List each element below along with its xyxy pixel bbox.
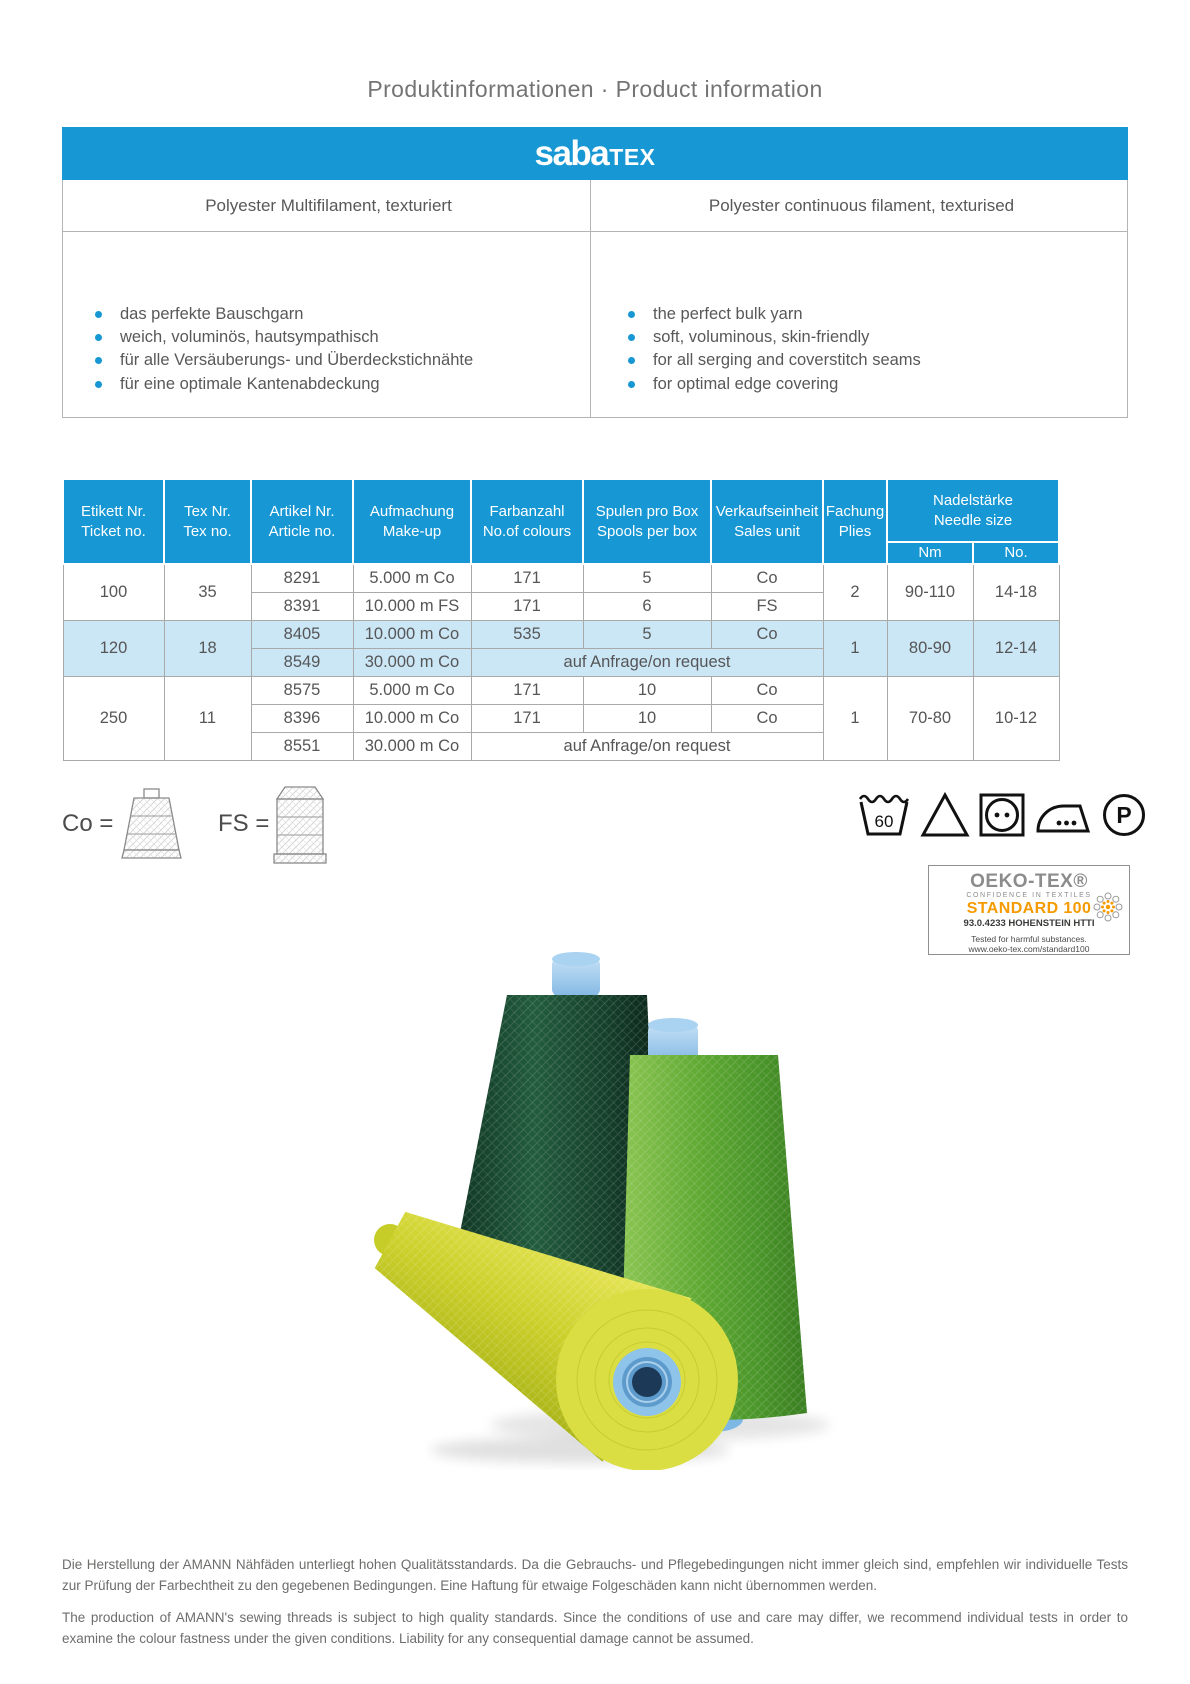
cell-no: 12-14 xyxy=(973,620,1059,676)
cell-no: 10-12 xyxy=(973,676,1059,760)
cell-unit: Co xyxy=(711,564,823,592)
cell-nm: 80-90 xyxy=(887,620,973,676)
cone-co-icon xyxy=(112,788,192,866)
spool-fs-icon xyxy=(268,784,332,868)
cell-spools: 5 xyxy=(583,620,711,648)
cell-makeup: 5.000 m Co xyxy=(353,676,471,704)
col-header-needle: Nadelstärke Needle size xyxy=(887,479,1059,542)
co-legend-label: Co = xyxy=(62,810,114,837)
logo-saba-text: saba xyxy=(534,134,609,173)
cell-plies: 1 xyxy=(823,676,887,760)
bleach-triangle-icon xyxy=(920,792,970,838)
col-header-no: No. xyxy=(973,542,1059,564)
bullet-item: for all serging and coverstitch seams xyxy=(628,349,1068,372)
intro-heading-en: Polyester continuous filament, texturised xyxy=(708,195,1015,215)
cell-plies: 1 xyxy=(823,620,887,676)
bullet-item: soft, voluminous, skin-friendly xyxy=(628,326,1068,349)
cell-article: 8549 xyxy=(251,648,353,676)
bullet-item: für eine optimale Kantenabdeckung xyxy=(95,373,525,396)
sabatex-logo xyxy=(534,136,655,171)
oeko-standard: STANDARD 100 xyxy=(966,900,1092,917)
cell-article: 8291 xyxy=(251,564,353,592)
bullet-item: weich, voluminös, hautsympathisch xyxy=(95,326,525,349)
cell-unit: Co xyxy=(711,676,823,704)
cell-spools: 10 xyxy=(583,704,711,732)
cell-on-request: auf Anfrage/on request xyxy=(471,648,823,676)
bullet-list-de xyxy=(95,303,525,396)
cell-article: 8405 xyxy=(251,620,353,648)
intro-heading-row xyxy=(62,180,1128,232)
cell-spools: 6 xyxy=(583,592,711,620)
intro-column-divider xyxy=(590,180,591,418)
page-title: Produktinformationen · Product information xyxy=(367,76,823,102)
cell-colours: 535 xyxy=(471,620,583,648)
svg-text:P: P xyxy=(1116,802,1132,828)
bullet-item: das perfekte Bauschgarn xyxy=(95,303,525,326)
cell-on-request: auf Anfrage/on request xyxy=(471,732,823,760)
oeko-tagline: CONFIDENCE IN TEXTILES xyxy=(966,892,1092,899)
cell-tex: 35 xyxy=(164,564,251,620)
oeko-url: www.oeko-tex.com/standard100 xyxy=(968,944,1090,954)
oeko-tex-label xyxy=(928,865,1130,955)
oeko-cert-number: 93.0.4233 HOHENSTEIN HTTI xyxy=(963,918,1095,929)
fs-legend-label: FS = xyxy=(218,810,270,837)
oeko-flower-icon xyxy=(1091,888,1125,926)
table-row xyxy=(63,564,1059,592)
thread-cones-photo xyxy=(330,945,850,1470)
iron-icon xyxy=(1034,792,1092,838)
cell-unit: Co xyxy=(711,704,823,732)
col-header-plies: Fachung Plies xyxy=(823,479,887,564)
cell-unit: Co xyxy=(711,620,823,648)
cell-article: 8575 xyxy=(251,676,353,704)
cell-colours: 171 xyxy=(471,564,583,592)
cell-makeup: 30.000 m Co xyxy=(353,648,471,676)
col-header-ticket: Etikett Nr. Ticket no. xyxy=(63,479,164,564)
product-table xyxy=(62,478,1060,761)
col-header-nm: Nm xyxy=(887,542,973,564)
col-header-salesunit: Verkaufseinheit Sales unit xyxy=(711,479,823,564)
bullet-list-en xyxy=(628,303,1068,396)
col-header-spools: Spulen pro Box Spools per box xyxy=(583,479,711,564)
cell-no: 14-18 xyxy=(973,564,1059,620)
footer-text-en: The production of AMANN's sewing threads is subject to high quality standards. Since the conditions of use and care may differ, we recommend individual tests in order to examine the colour fastness under the given conditions. Liability for any consequential damage cannot be assumed. xyxy=(62,1609,1128,1646)
bullet-item: für alle Versäuberungs- und Überdeckstichnähte xyxy=(95,349,525,372)
cell-colours: 171 xyxy=(471,592,583,620)
cell-article: 8391 xyxy=(251,592,353,620)
bullet-item: the perfect bulk yarn xyxy=(628,303,1068,326)
cell-tex: 11 xyxy=(164,676,251,760)
col-header-makeup: Aufmachung Make-up xyxy=(353,479,471,564)
tumble-dry-icon xyxy=(978,792,1026,838)
cell-colours: 171 xyxy=(471,704,583,732)
table-row xyxy=(63,620,1059,648)
footer-text-de: Die Herstellung der AMANN Nähfäden unterliegt hohen Qualitätsstandards. Da die Gebrauchs- und Pflegebedingungen nicht immer gleich sind, empfehlen wir individuelle Tests zur Prüfung der Farbechtheit zu den gegebenen Bedingungen. Eine Haftung für etwaige Folgeschäden kann nicht übernommen werden. xyxy=(62,1556,1128,1593)
cell-unit: FS xyxy=(711,592,823,620)
bullet-item: for optimal edge covering xyxy=(628,373,1068,396)
col-header-colours: Farbanzahl No.of colours xyxy=(471,479,583,564)
cell-article: 8396 xyxy=(251,704,353,732)
col-header-article: Artikel Nr. Article no. xyxy=(251,479,353,564)
table-row xyxy=(63,676,1059,704)
cell-nm: 90-110 xyxy=(887,564,973,620)
cell-makeup: 10.000 m Co xyxy=(353,704,471,732)
logo-tex-text: TEX xyxy=(609,144,656,170)
cell-nm: 70-80 xyxy=(887,676,973,760)
cell-spools: 10 xyxy=(583,676,711,704)
cell-article: 8551 xyxy=(251,732,353,760)
cell-makeup: 30.000 m Co xyxy=(353,732,471,760)
cell-ticket: 120 xyxy=(63,620,164,676)
svg-text:60: 60 xyxy=(874,812,894,831)
cell-plies: 2 xyxy=(823,564,887,620)
wash-60-icon xyxy=(856,790,912,838)
oeko-brand: OEKO-TEX® xyxy=(970,871,1088,892)
cell-colours: 171 xyxy=(471,676,583,704)
cell-tex: 18 xyxy=(164,620,251,676)
brand-bar xyxy=(62,127,1128,180)
cell-ticket: 100 xyxy=(63,564,164,620)
cell-makeup: 10.000 m FS xyxy=(353,592,471,620)
col-header-tex: Tex Nr. Tex no. xyxy=(164,479,251,564)
dry-clean-p-icon xyxy=(1100,792,1148,838)
cell-makeup: 10.000 m Co xyxy=(353,620,471,648)
care-symbols xyxy=(856,790,1148,838)
cell-spools: 5 xyxy=(583,564,711,592)
cell-ticket: 250 xyxy=(63,676,164,760)
oeko-tested-text: Tested for harmful substances. xyxy=(971,934,1087,944)
cell-makeup: 5.000 m Co xyxy=(353,564,471,592)
intro-heading-de: Polyester Multifilament, texturiert xyxy=(205,195,452,215)
